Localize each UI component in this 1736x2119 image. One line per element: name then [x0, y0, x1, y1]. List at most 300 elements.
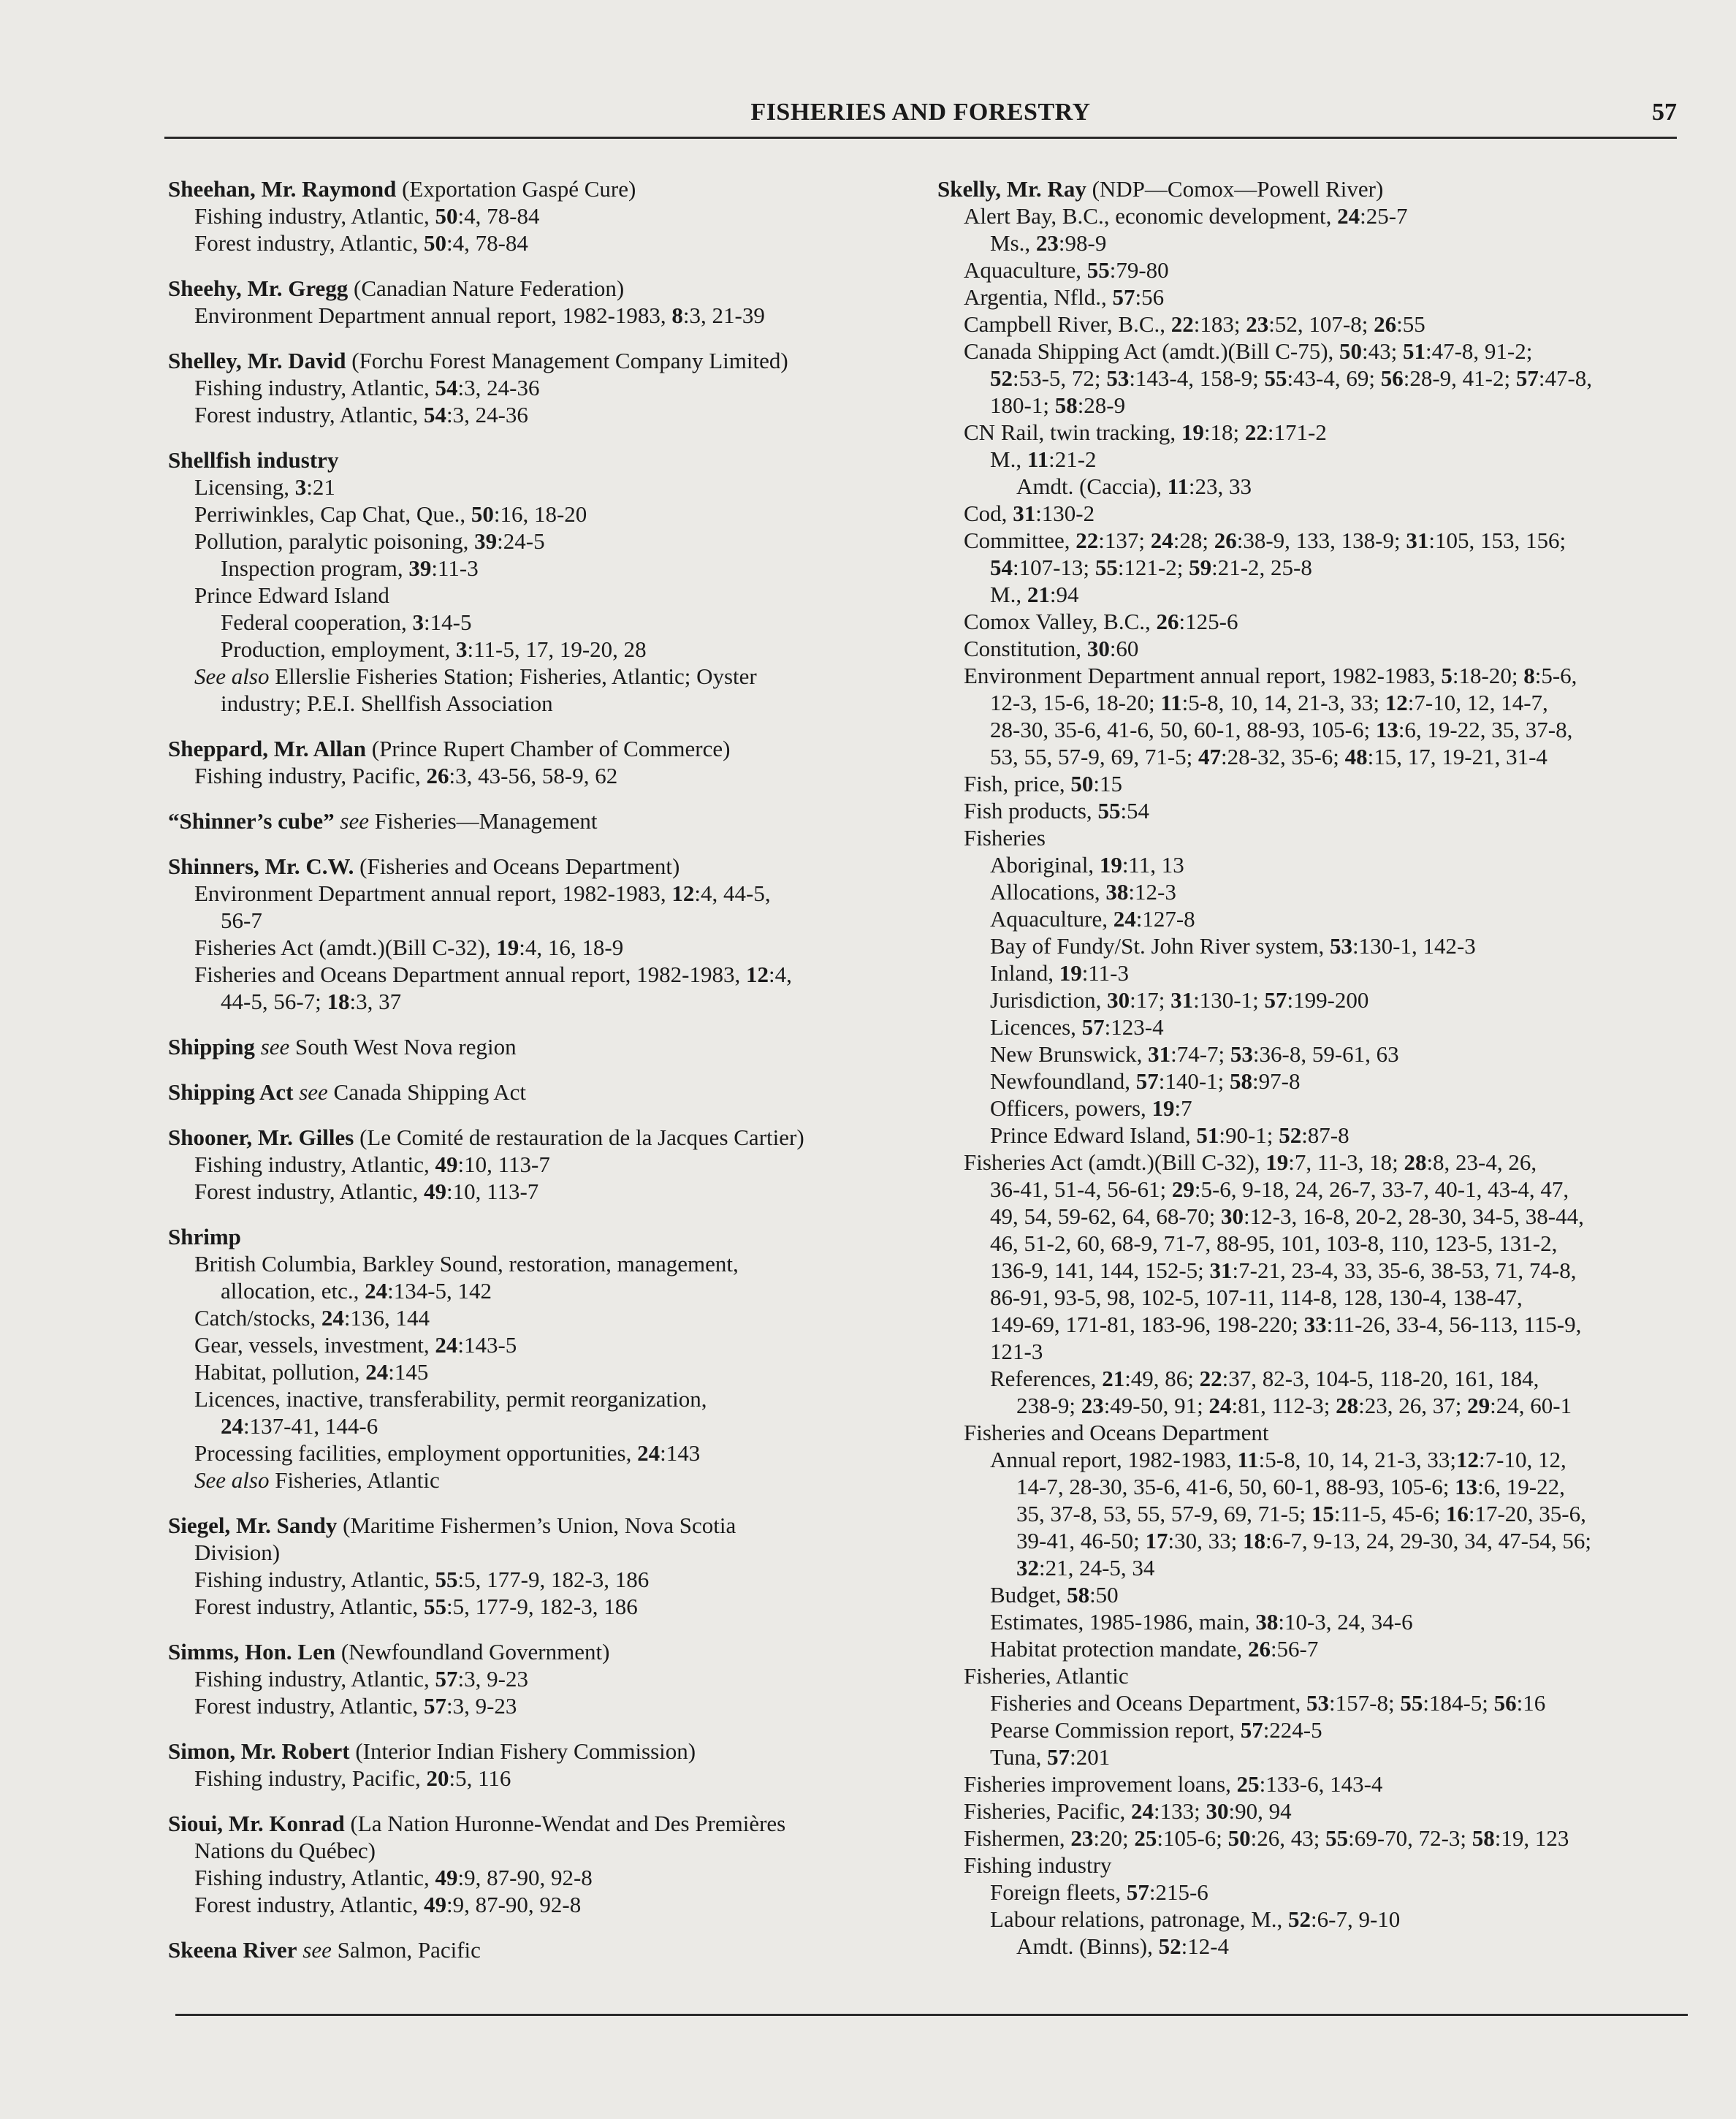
index-subentry — [168, 988, 899, 1015]
index-text: :11-3 — [1081, 960, 1129, 986]
footer-rule — [175, 2014, 1688, 2016]
index-term-bold: Sioui, Mr. Konrad — [168, 1811, 345, 1836]
index-subentry — [168, 1151, 899, 1178]
index-subentry — [937, 932, 1672, 959]
index-text: :28; — [1173, 528, 1214, 553]
index-text: Forest industry, Atlantic, — [194, 230, 424, 256]
index-heading — [168, 1078, 899, 1106]
index-text: :26, 43; — [1250, 1825, 1326, 1851]
index-text: Fishing industry, Atlantic, — [194, 1567, 435, 1592]
index-term-bold: Simon, Mr. Robert — [168, 1738, 350, 1764]
index-subentry — [937, 284, 1672, 311]
index-text: Fishing industry — [964, 1852, 1112, 1878]
index-subentry — [168, 907, 899, 934]
index-heading — [168, 1738, 899, 1765]
index-subentry — [937, 905, 1672, 932]
index-subentry — [937, 1311, 1672, 1338]
index-subentry — [168, 934, 899, 961]
index-cross-ref: see — [254, 1034, 290, 1060]
index-text: Fish, price, — [964, 771, 1071, 796]
index-term-bold: 21 — [1102, 1366, 1125, 1391]
index-heading — [937, 175, 1672, 202]
index-text: :224-5 — [1263, 1717, 1322, 1743]
index-heading — [168, 1638, 899, 1665]
index-term-bold: 54 — [424, 402, 446, 427]
page-number: 57 — [1652, 99, 1677, 126]
index-subentry — [168, 582, 899, 609]
index-text: :18; — [1203, 419, 1245, 445]
index-subentry — [937, 959, 1672, 986]
index-text: :201 — [1070, 1744, 1111, 1770]
index-term-bold: 57 — [1047, 1744, 1070, 1770]
index-text: Environment Department annual report, 1982-1983, — [194, 880, 672, 906]
index-text: Nations du Québec) — [194, 1838, 376, 1863]
index-text: :3, 43-56, 58-9, 62 — [449, 763, 618, 788]
index-text: Prince Edward Island, — [990, 1122, 1197, 1148]
index-subentry — [168, 1358, 899, 1385]
index-text: Division) — [194, 1540, 281, 1565]
index-text: Fishing industry, Atlantic, — [194, 375, 435, 400]
index-term-bold: 52 — [1158, 1933, 1181, 1959]
index-text: :17-20, 35-6, — [1468, 1501, 1586, 1526]
index-subentry — [937, 554, 1672, 581]
index-text: :12-3 — [1128, 879, 1176, 905]
index-term-bold: 50 — [471, 501, 494, 527]
index-subentry — [937, 1635, 1672, 1662]
index-text: :143-5 — [457, 1332, 517, 1358]
index-subentry — [168, 1385, 899, 1412]
index-term-bold: 39 — [474, 528, 498, 554]
index-subentry — [937, 1527, 1672, 1554]
index-term-bold: 57 — [424, 1693, 446, 1719]
index-subentry — [168, 690, 899, 717]
index-text: Prince Edward Island — [194, 582, 389, 608]
index-text: 35, 37-8, 53, 55, 57-9, 69, 71-5; — [1016, 1501, 1311, 1526]
index-text: :199-200 — [1287, 987, 1369, 1013]
index-term-bold: 24 — [321, 1305, 344, 1331]
index-subentry — [937, 1852, 1672, 1879]
index-text: 39-41, 46-50; — [1016, 1528, 1146, 1553]
index-text: :14-5 — [424, 609, 472, 635]
index-subentry — [937, 1392, 1672, 1419]
index-text: :37, 82-3, 104-5, 118-20, 161, 184, — [1222, 1366, 1539, 1391]
index-text: :47-8, 91-2; — [1425, 338, 1533, 364]
index-subentry — [168, 501, 899, 528]
index-subentry — [937, 1338, 1672, 1365]
index-term-bold: 55 — [435, 1567, 458, 1592]
index-text: :3, 37 — [349, 989, 402, 1014]
index-text: :3, 24-36 — [457, 375, 540, 400]
index-subentry — [937, 824, 1672, 851]
index-term-bold: 58 — [1230, 1068, 1253, 1094]
index-term-bold: 50 — [435, 203, 458, 229]
index-text: Aquaculture, — [990, 906, 1113, 932]
index-subentry — [937, 581, 1672, 608]
index-text: :38-9, 133, 138-9; — [1236, 528, 1406, 553]
index-text: :24-5 — [497, 528, 545, 554]
index-subentry — [937, 851, 1672, 878]
index-subentry — [168, 1539, 899, 1566]
index-term-bold: 28 — [1336, 1393, 1359, 1418]
index-text: :18-20; — [1452, 663, 1524, 688]
index-subentry — [168, 762, 899, 789]
index-term-bold: 24 — [435, 1332, 458, 1358]
index-text: Habitat protection mandate, — [990, 1636, 1248, 1662]
index-term-bold: 49 — [424, 1892, 446, 1917]
index-text: :9, 87-90, 92-8 — [457, 1865, 593, 1890]
index-term-bold: Shipping Act — [168, 1079, 294, 1105]
index-text: :9, 87-90, 92-8 — [446, 1892, 582, 1917]
index-term-bold: 50 — [1070, 771, 1094, 796]
index-text: Argentia, Nfld., — [964, 284, 1113, 310]
index-text: :127-8 — [1135, 906, 1195, 932]
index-term-bold: 54 — [990, 555, 1013, 580]
index-text: :56 — [1135, 284, 1165, 310]
index-term-bold: 13 — [1375, 717, 1398, 742]
index-text: :5, 177-9, 182-3, 186 — [446, 1594, 638, 1619]
index-text: Estimates, 1985-1986, main, — [990, 1609, 1256, 1635]
index-text: (Maritime Fishermen’s Union, Nova Scotia — [337, 1513, 736, 1538]
index-text: 56-7 — [221, 908, 262, 933]
index-text: :36-8, 59-61, 63 — [1252, 1041, 1399, 1067]
index-subentry — [168, 961, 899, 988]
index-term-bold: “Shinner’s cube” — [168, 808, 335, 834]
index-text: :11-26, 33-4, 56-113, 115-9, — [1326, 1312, 1582, 1337]
index-term-bold: 49 — [435, 1865, 458, 1890]
index-text: :10-3, 24, 34-6 — [1278, 1609, 1413, 1635]
index-text: :16, 18-20 — [493, 501, 587, 527]
index-subentry — [937, 878, 1672, 905]
index-text: :15 — [1093, 771, 1122, 796]
index-term-bold: 30 — [1221, 1203, 1244, 1229]
index-text: Fisheries Act (amdt.)(Bill C-32), — [964, 1149, 1266, 1175]
index-text: :125-6 — [1179, 609, 1238, 634]
index-subentry — [168, 1566, 899, 1593]
index-text: Allocations, — [990, 879, 1106, 905]
index-text: :11-3 — [431, 555, 479, 581]
index-text: Pearse Commission report, — [990, 1717, 1241, 1743]
index-term-bold: 21 — [1027, 582, 1050, 607]
index-subentry — [937, 1013, 1672, 1041]
index-term-bold: 12 — [671, 880, 695, 906]
index-term-bold: 24 — [1131, 1798, 1154, 1824]
index-term-bold: Skeena River — [168, 1937, 297, 1963]
index-subentry — [168, 374, 899, 401]
index-text: Environment Department annual report, 1982-1983, — [964, 663, 1442, 688]
index-text: :50 — [1089, 1582, 1119, 1608]
index-text: :133; — [1154, 1798, 1206, 1824]
index-subentry — [937, 1365, 1672, 1392]
index-text: Foreign fleets, — [990, 1879, 1127, 1905]
index-text: Pollution, paralytic poisoning, — [194, 528, 475, 554]
index-subentry — [937, 1149, 1672, 1176]
index-text: Aquaculture, — [964, 257, 1087, 283]
index-subentry — [168, 1665, 899, 1692]
index-term-bold: 57 — [1126, 1879, 1149, 1905]
index-term-bold: 22 — [1076, 528, 1099, 553]
index-term-bold: 25 — [1134, 1825, 1157, 1851]
index-subentry — [937, 662, 1672, 689]
index-text: :90, 94 — [1228, 1798, 1292, 1824]
index-term-bold: 33 — [1303, 1312, 1327, 1337]
index-text: Fisheries — [964, 825, 1046, 851]
index-text: :105, 153, 156; — [1428, 528, 1566, 553]
index-term-bold: 52 — [1279, 1122, 1302, 1148]
index-term-bold: 11 — [1027, 446, 1049, 472]
index-term-bold: 55 — [1094, 555, 1118, 580]
index-subentry — [937, 1257, 1672, 1284]
index-subentry — [168, 1304, 899, 1331]
index-term-bold: 57 — [1264, 987, 1287, 1013]
index-term-bold: Shrimp — [168, 1224, 241, 1249]
index-term-bold: 18 — [327, 989, 350, 1014]
index-text: :130-1; — [1193, 987, 1265, 1013]
index-term-bold: 23 — [1081, 1393, 1104, 1418]
index-text: Amdt. (Caccia), — [1016, 473, 1168, 499]
index-term-bold: 38 — [1255, 1609, 1279, 1635]
index-term-bold: Skelly, Mr. Ray — [937, 176, 1086, 202]
index-term-bold: 26 — [426, 763, 449, 788]
index-subentry — [168, 1466, 899, 1494]
index-term-bold: 58 — [1054, 392, 1078, 418]
index-text: British Columbia, Barkley Sound, restoration, management, — [194, 1251, 739, 1277]
index-text: :10, 113-7 — [457, 1152, 550, 1177]
index-text: :145 — [388, 1359, 429, 1385]
index-text: Federal cooperation, — [221, 609, 413, 635]
index-term-bold: Siegel, Mr. Sandy — [168, 1513, 338, 1538]
index-subentry — [168, 1837, 899, 1864]
index-term-bold: 26 — [1214, 528, 1237, 553]
index-text: :28-32, 35-6; — [1221, 744, 1345, 769]
index-subentry — [168, 1593, 899, 1620]
index-text: :123-4 — [1104, 1014, 1164, 1040]
index-text: 36-41, 51-4, 56-61; — [990, 1176, 1172, 1202]
index-subentry — [168, 1765, 899, 1792]
index-text: 238-9; — [1016, 1393, 1081, 1418]
index-subentry — [168, 401, 899, 428]
index-heading — [168, 1512, 899, 1539]
index-text: :171-2 — [1267, 419, 1327, 445]
index-term-bold: 24 — [1337, 203, 1360, 229]
index-subentry — [937, 1203, 1672, 1230]
index-subentry — [937, 716, 1672, 743]
index-term-bold: 23 — [1070, 1825, 1094, 1851]
index-term-bold: 55 — [1325, 1825, 1349, 1851]
index-term-bold: 57 — [1112, 284, 1135, 310]
index-term-bold: 11 — [1237, 1447, 1259, 1472]
index-cross-ref: see — [334, 808, 369, 834]
index-text: :3, 21-39 — [682, 303, 765, 328]
index-subentry — [937, 1176, 1672, 1203]
index-subentry — [168, 1277, 899, 1304]
index-subentry — [168, 1412, 899, 1439]
index-heading — [168, 1033, 899, 1060]
index-text: :4, 78-84 — [446, 230, 528, 256]
index-subentry — [937, 797, 1672, 824]
index-text: Forest industry, Atlantic, — [194, 1892, 424, 1917]
index-subentry — [937, 338, 1672, 365]
index-term-bold: 26 — [1247, 1636, 1271, 1662]
index-text: :16 — [1516, 1690, 1546, 1716]
index-text: :137; — [1098, 528, 1151, 553]
index-text: :25-7 — [1360, 203, 1408, 229]
index-term-bold: 54 — [435, 375, 458, 400]
index-term-bold: 58 — [1067, 1582, 1090, 1608]
index-text: :20; — [1093, 1825, 1135, 1851]
index-text: Tuna, — [990, 1744, 1048, 1770]
index-text: (Exportation Gaspé Cure) — [396, 176, 636, 202]
index-text: :157-8; — [1329, 1690, 1401, 1716]
index-subentry — [937, 1662, 1672, 1689]
index-term-bold: 39 — [408, 555, 432, 581]
index-text: :6-7, 9-10 — [1311, 1906, 1401, 1932]
index-subentry — [168, 1891, 899, 1918]
index-term-bold: 50 — [1227, 1825, 1251, 1851]
index-text: :7-21, 23-4, 33, 35-6, 38-53, 71, 74-8, — [1232, 1258, 1577, 1283]
index-text: M., — [990, 582, 1027, 607]
index-term-bold: 30 — [1107, 987, 1130, 1013]
index-text: 53, 55, 57-9, 69, 71-5; — [990, 744, 1199, 769]
index-heading — [168, 1936, 899, 1963]
index-text: Fishermen, — [964, 1825, 1071, 1851]
index-subentry — [168, 528, 899, 555]
index-term-bold: Simms, Hon. Len — [168, 1639, 336, 1665]
index-subentry — [937, 1906, 1672, 1933]
index-text: :28-9 — [1077, 392, 1126, 418]
index-heading — [168, 275, 899, 302]
index-term-bold: 19 — [1265, 1149, 1289, 1175]
index-text: :56-7 — [1270, 1636, 1319, 1662]
index-text: Forest industry, Atlantic, — [194, 402, 424, 427]
index-text: :136, 144 — [343, 1305, 430, 1331]
index-subentry — [937, 1554, 1672, 1581]
index-text: 136-9, 141, 144, 152-5; — [990, 1258, 1210, 1283]
index-cross-ref: See also — [194, 1467, 270, 1493]
index-text: :130-1, 142-3 — [1352, 933, 1476, 959]
index-subentry — [937, 1446, 1672, 1473]
index-subentry — [937, 202, 1672, 229]
index-subentry — [937, 1230, 1672, 1257]
index-text: :79-80 — [1109, 257, 1169, 283]
index-term-bold: 57 — [435, 1666, 458, 1692]
index-term-bold: 52 — [1288, 1906, 1311, 1932]
index-text: 86-91, 93-5, 98, 102-5, 107-11, 114-8, 128, 130-4, 138-47, — [990, 1285, 1523, 1310]
index-subentry — [168, 1331, 899, 1358]
index-text: industry; P.E.I. Shellfish Association — [221, 691, 553, 716]
index-text: :52, 107-8; — [1268, 311, 1374, 337]
index-text: CN Rail, twin tracking, — [964, 419, 1181, 445]
index-term-bold: 24 — [365, 1359, 389, 1385]
index-text: Cod, — [964, 501, 1013, 526]
index-term-bold: 12 — [1385, 690, 1408, 715]
index-subentry — [937, 229, 1672, 256]
index-text: :121-2; — [1117, 555, 1189, 580]
index-text: :105-6; — [1157, 1825, 1228, 1851]
index-text: Habitat, pollution, — [194, 1359, 366, 1385]
index-text: Comox Valley, B.C., — [964, 609, 1157, 634]
index-text: Canada Shipping Act — [327, 1079, 527, 1105]
index-text: :60 — [1109, 636, 1139, 661]
index-subentry — [937, 1743, 1672, 1770]
index-term-bold: 57 — [1515, 365, 1539, 391]
index-text: :23, 33 — [1188, 473, 1252, 499]
index-text: :5-8, 10, 14, 21-3, 33; — [1181, 690, 1385, 715]
index-text: :7 — [1174, 1095, 1192, 1121]
index-text: :49, 86; — [1124, 1366, 1200, 1391]
index-term-bold: 20 — [426, 1765, 449, 1791]
index-text: (Canadian Nature Federation) — [348, 275, 625, 301]
index-term-bold: 23 — [1246, 311, 1269, 337]
index-text: :4, 16, 18-9 — [519, 935, 624, 960]
index-text: allocation, etc., — [221, 1278, 365, 1304]
index-subentry — [168, 663, 899, 690]
index-text: :30, 33; — [1168, 1528, 1243, 1553]
index-text: :43-4, 69; — [1287, 365, 1381, 391]
index-text: :3, 9-23 — [457, 1666, 528, 1692]
index-text: :74-7; — [1170, 1041, 1230, 1067]
index-text: Labour relations, patronage, M., — [990, 1906, 1289, 1932]
index-text: Canada Shipping Act (amdt.)(Bill C-75), — [964, 338, 1340, 364]
index-term-bold: 52 — [990, 365, 1013, 391]
index-subentry — [937, 256, 1672, 284]
index-term-bold: 59 — [1189, 555, 1212, 580]
index-text: 14-7, 28-30, 35-6, 41-6, 50, 60-1, 88-93, 105-6; — [1016, 1474, 1455, 1499]
index-term-bold: 3 — [456, 636, 468, 662]
index-term-bold: 24 — [221, 1413, 243, 1439]
index-text: Licences, — [990, 1014, 1082, 1040]
index-subentry — [168, 1250, 899, 1277]
index-text: :5, 177-9, 182-3, 186 — [457, 1567, 650, 1592]
index-text: 49, 54, 59-62, 64, 68-70; — [990, 1203, 1222, 1229]
index-text: Fishing industry, Atlantic, — [194, 1865, 435, 1890]
index-text: :183; — [1193, 311, 1246, 337]
index-text: :5-6, 9-18, 24, 26-7, 33-7, 40-1, 43-4, 47, — [1194, 1176, 1569, 1202]
index-text: :5-8, 10, 14, 21-3, 33; — [1258, 1447, 1457, 1472]
index-term-bold: 47 — [1198, 744, 1222, 769]
index-text: :4, — [768, 962, 792, 987]
index-text: Fisheries and Oceans Department — [964, 1420, 1269, 1445]
index-text: :184-5; — [1423, 1690, 1494, 1716]
index-term-bold: 31 — [1406, 528, 1429, 553]
index-text: :21-2, 25-8 — [1211, 555, 1312, 580]
index-term-bold: 16 — [1445, 1501, 1469, 1526]
index-text: :47-8, — [1538, 365, 1593, 391]
index-term-bold: 19 — [496, 935, 519, 960]
index-text: Perriwinkles, Cap Chat, Que., — [194, 501, 471, 527]
index-text: :21, 24-5, 34 — [1039, 1555, 1155, 1580]
index-text: Processing facilities, employment opportunities, — [194, 1440, 638, 1466]
index-term-bold: 48 — [1344, 744, 1368, 769]
index-text: 44-5, 56-7; — [221, 989, 327, 1014]
index-term-bold: 8 — [1523, 663, 1535, 688]
index-term-bold: Shipping — [168, 1034, 255, 1060]
index-subentry — [168, 636, 899, 663]
index-term-bold: 50 — [424, 230, 446, 256]
index-subentry — [937, 1473, 1672, 1500]
index-text: :7-10, 12, 14-7, — [1407, 690, 1548, 715]
index-subentry — [937, 1825, 1672, 1852]
index-text: Fishing industry, Pacific, — [194, 1765, 427, 1791]
index-text: Jurisdiction, — [990, 987, 1108, 1013]
index-text: :11, 13 — [1122, 852, 1184, 878]
index-term-bold: Sheppard, Mr. Allan — [168, 736, 367, 761]
index-term-bold: 51 — [1403, 338, 1425, 364]
index-term-bold: 55 — [1264, 365, 1287, 391]
index-subentry — [168, 302, 899, 329]
index-text: Fishing industry, Atlantic, — [194, 203, 435, 229]
index-text: Fishing industry, Atlantic, — [194, 1666, 435, 1692]
index-term-bold: Shelley, Mr. David — [168, 348, 346, 373]
